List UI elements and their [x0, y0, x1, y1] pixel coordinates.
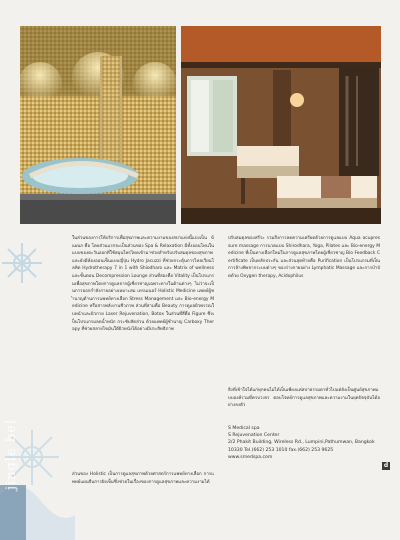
spa-pool-illustration [20, 26, 176, 224]
page-number-badge: d [383, 462, 389, 469]
contact-address: 2/2 Phakit Building, Wireless Rd., Lumpini,Pathumwan, Bangkok [228, 440, 375, 446]
contact-building: S Rejuvenation Center [228, 433, 280, 439]
decorative-banner-text: jingle bel [4, 418, 19, 490]
contact-name: S Medical spa [228, 426, 260, 431]
treatment-room-illustration [181, 26, 381, 224]
article-column-left-bottom: ส่วนของ Holistic เป็นการดูแลสุขภาพด้วยศาสตร์การแพทย์ทางเลือก การแพทย์แผนจีนการฝังเข็มซึ่งช่วยในเรื่องของการดูแลสุขภาพและความงามได้ [72, 472, 214, 485]
spa-pool-photo [20, 26, 176, 224]
contact-phone: 10330 Tel.(662) 253 1010 fax.(662) 253 9625 [228, 447, 334, 453]
article-column-right: ปรับสมดุลของสรีระ รวมถึงการลดความเครียดด้วยการดูแลแบบ Aqua acupressure massage การนวดแบบ Shirodhara, Yoga, Pilates และ Bio-energy Medicine ที่เป็นทางเลือกใหม่ในการดูแลสุขภาพโดยผู้เชี่ยวชาญ Bio Feedback Certificate เป็นหลักประกัน และส่วนสุดท้ายคือ Purification เป็นโปรแกรมที่เป็นการล้างพิษจากระบบต่างๆ ของร่างกายอย่าง Lymphatic Massage และการบำบัดด้วย Oxygen therapy, Acidophilus [228, 236, 380, 279]
snowflake-icon [2, 243, 42, 283]
frost-decoration [0, 225, 75, 540]
article-column-left: ในส่วนของการให้บริการเพื่อสุขภาพและความงามของสปาแห่งนี้แบ่งเป็น 6 แผนก คือ โดยส่วนแรกจะเป็นส่วนของ Spa & Relaxation มีทั้งออนโทนในแบบของตะวันออกที่ใช้สมุนไพรไทยเข้ามาช่วยสำหรับปรับสมดุลของสุขภาพ และยังมีห้องออนเซ็นแบบญี่ปุ่น Hydro Jacuzzi ที่ช่วยกระตุ้นการไหลเวียนโลหิต Hydrotherapy 7 in 1 with Shiodharo และ Matrix of wellness และขั้นตอน Decompression Lounge ส่วนที่สองคือ Vitality เป็นโปรแกรมเพื่อสุขภาพโดยการดูแลจากผู้เชี่ยวชาญเฉพาะทางในด้านต่างๆ ไม่ว่าจะเป็นการออกกำลังกายอย่างเหมาะสม เทรนเนอร์ Holistic Medicine แพทย์ผู้ชำนาญด้านการแพทย์ทางเลือก Stress Management และ Bio-energy Medicine หรือสารพลังงานชีวภาพ ส่วนที่สามคือ Beauty การดูแลผิวพรรณใบหน้าและผิวกาย Laser Rejuvenation, Botox ในส่วนที่สี่คือ Figure ซึ่งเป็นโปรแกรมลดน้ำหนัก กระชับสัดส่วน ด้วยแพทย์ผู้ชำนาญ Carboxy Therapy ที่ช่วยสลายไขมันใต้ผิวหนังได้อย่างมีประสิทธิภาพ [72, 236, 214, 333]
contact-website[interactable]: www.smedspa.com [228, 454, 273, 460]
article-column-right-bottom: สิ่งที่เข้าใจได้แก่ทุกคนไม่ได้เป็นเพียงแค่สปาธรรมดาทั่วไปแต่ยังเป็นศูนย์สุขภาพแบบองค์รวมที่ครบวงจร ตอบโจทย์การดูแลสุขภาพและความงามในยุคปัจจุบันได้อย่างลงตัว [228, 388, 380, 409]
treatment-room-photo [181, 26, 381, 224]
contact-block [228, 425, 380, 461]
